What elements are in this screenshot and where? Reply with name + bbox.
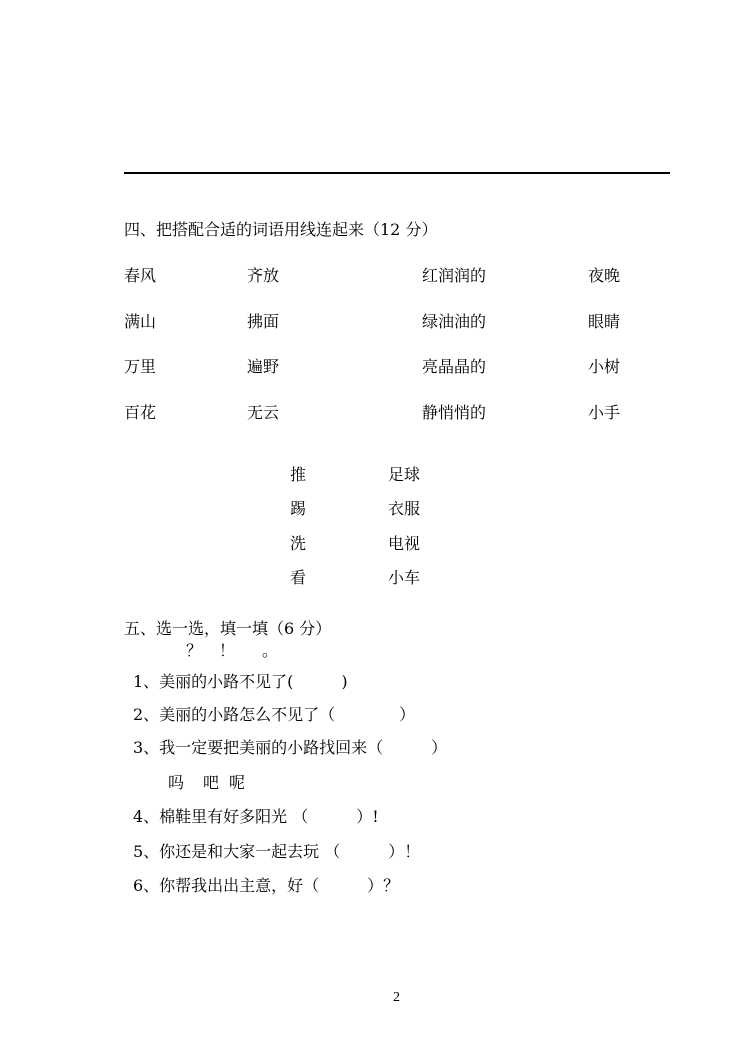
word-option: 吧 xyxy=(203,773,220,792)
match-word: 亮晶晶的 xyxy=(422,357,487,376)
match-word: 小树 xyxy=(588,357,621,376)
object-word: 电视 xyxy=(388,534,421,553)
punct-option: 。 xyxy=(262,641,279,660)
exercise-item: 3、我一定要把美丽的小路找回来（ ） xyxy=(133,738,448,757)
object-word: 小车 xyxy=(388,568,421,587)
object-word: 足球 xyxy=(388,465,421,484)
word-option: 呢 xyxy=(229,773,246,792)
match-word: 春风 xyxy=(124,266,157,285)
match-word: 满山 xyxy=(124,312,157,331)
verb-word: 看 xyxy=(290,568,307,587)
word-option: 吗 xyxy=(168,773,185,792)
exercise-item: 6、你帮我出出主意，好（ ）？ xyxy=(133,876,400,895)
section-5-title: 五、选一选，填一填（6 分） xyxy=(124,619,332,638)
exercise-item: 2、美丽的小路怎么不见了（ ） xyxy=(133,705,416,724)
punct-option: ？ xyxy=(186,641,203,660)
match-word: 红润润的 xyxy=(422,266,487,285)
page-number: 2 xyxy=(393,990,400,1005)
match-word: 齐放 xyxy=(247,266,280,285)
match-word: 百花 xyxy=(124,403,157,422)
match-word: 遍野 xyxy=(247,357,280,376)
match-word: 夜晚 xyxy=(588,266,621,285)
exercise-item: 1、美丽的小路不见了( ) xyxy=(133,672,348,691)
match-word: 绿油油的 xyxy=(422,312,487,331)
match-word: 万里 xyxy=(124,357,157,376)
top-rule xyxy=(124,172,670,174)
match-word: 拂面 xyxy=(247,312,280,331)
punct-option: ！ xyxy=(219,641,236,660)
object-word: 衣服 xyxy=(388,499,421,518)
match-word: 静悄悄的 xyxy=(422,403,487,422)
match-word: 眼睛 xyxy=(588,312,621,331)
section-4-title: 四、把搭配合适的词语用线连起来（12 分） xyxy=(124,220,438,239)
exercise-item: 5、你还是和大家一起去玩 （ ）！ xyxy=(133,842,421,861)
match-word: 无云 xyxy=(247,403,280,422)
verb-word: 洗 xyxy=(290,534,307,553)
verb-word: 推 xyxy=(290,465,307,484)
exercise-item: 4、棉鞋里有好多阳光 （ ）! xyxy=(133,807,379,826)
match-word: 小手 xyxy=(588,403,621,422)
verb-word: 踢 xyxy=(290,499,307,518)
